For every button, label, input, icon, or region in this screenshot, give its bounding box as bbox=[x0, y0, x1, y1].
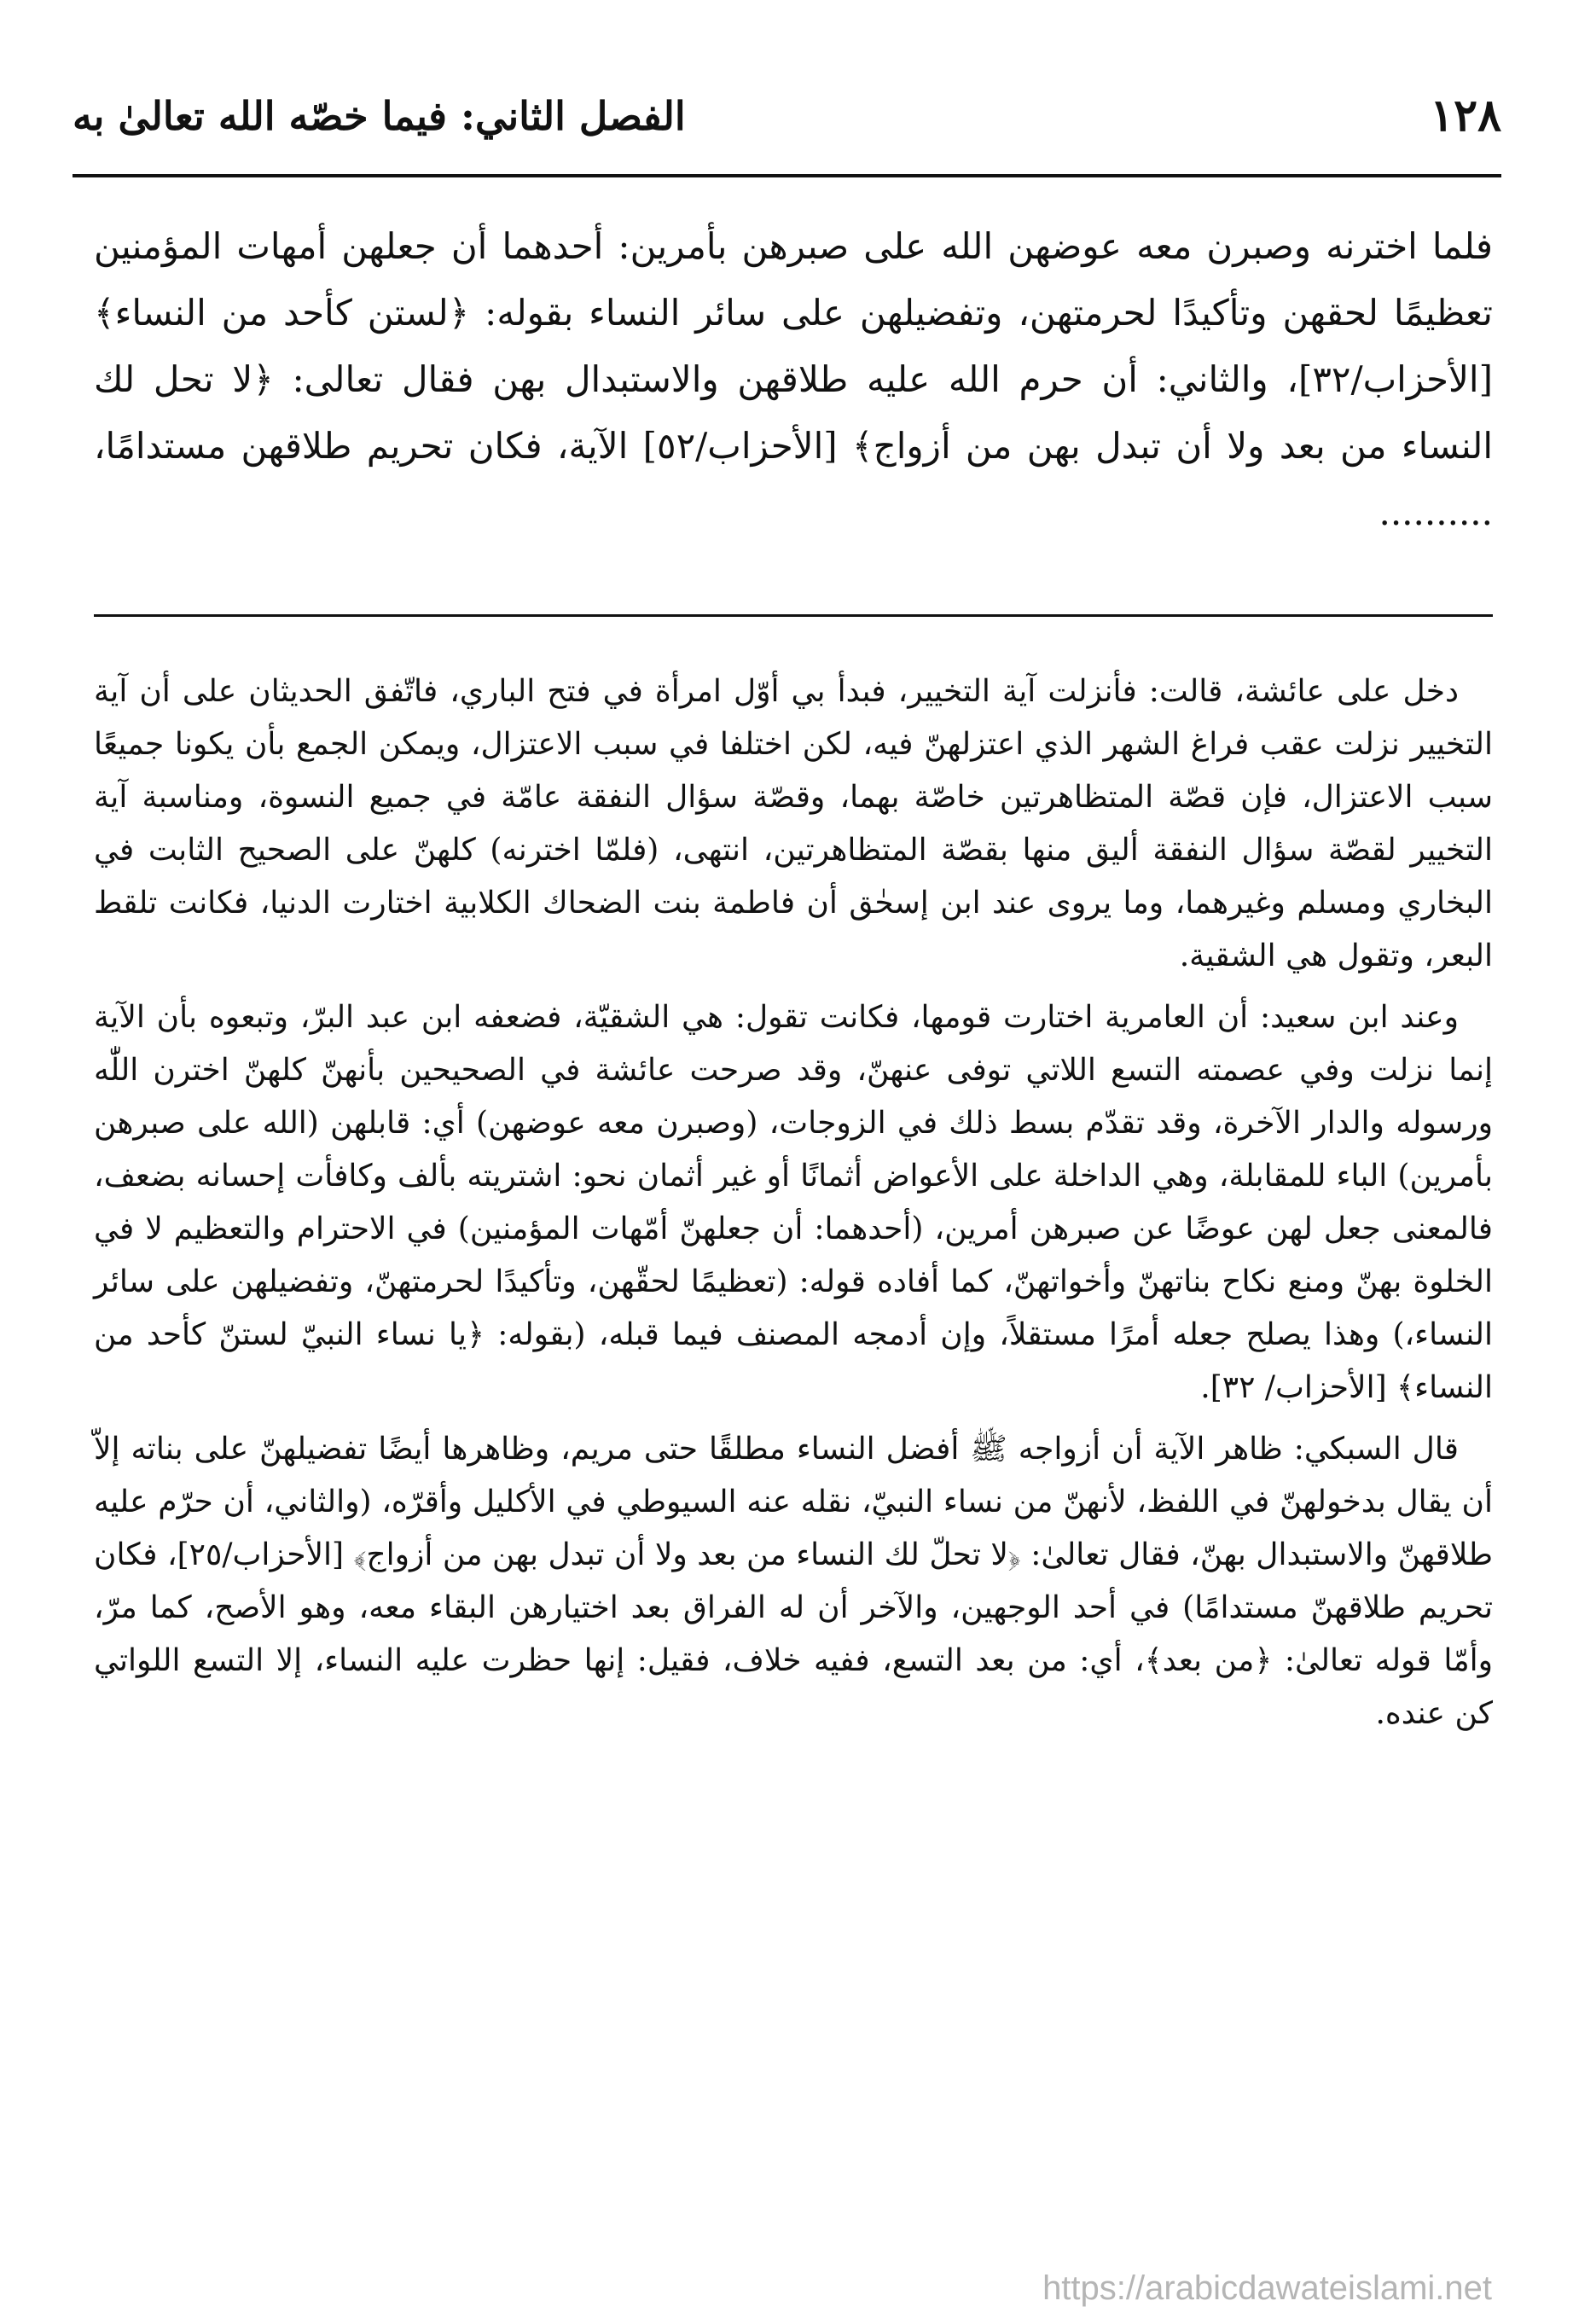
watermark-url: https://arabicdawateislami.net bbox=[1042, 2269, 1492, 2307]
main-text-paragraph: فلما اخترنه وصبرن معه عوضهن الله على صبرهن بأمرين: أحدهما أن جعلهن أمهات المؤمنين تعظيمًا لحقهن وتأكيدًا لحرمتهن، وتفضيلهن على سائر النساء بقوله: ﴿لستن كأحد من النساء﴾ [الأحزاب/٣٢]، والثاني: أن حرم الله عليه طلاقهن والاستبدال بهن فقال تعالى: ﴿لا تحل لك النساء من بعد ولا أن تبدل بهن من أزواج﴾ [الأحزاب/٥٢] الآية، فكان تحريم طلاقهن مستدامًا، .......... bbox=[94, 225, 1493, 533]
header-rule bbox=[73, 174, 1501, 177]
page-header bbox=[73, 90, 1501, 149]
running-title: الفصل الثاني: فيما خصّه الله تعالىٰ به bbox=[73, 93, 686, 139]
page-number: ١٢٨ bbox=[1430, 90, 1501, 142]
commentary-section bbox=[94, 665, 1493, 1749]
commentary-separator-rule bbox=[94, 614, 1493, 617]
commentary-paragraph-2: وعند ابن سعيد: أن العامرية اختارت قومها، فكانت تقول: هي الشقيّة، فضعفه ابن عبد البرّ، وتبعوه بأن الآية إنما نزلت وفي عصمته التسع اللاتي توفى عنهنّ، وقد صرحت عائشة في الصحيحين بأنهنّ كلهنّ اخترن اللّٰه ورسوله والدار الآخرة، وقد تقدّم بسط ذلك في الزوجات، (وصبرن معه عوضهن) أي: قابلهن (الله على صبرهن بأمرين) الباء للمقابلة، وهي الداخلة على الأعواض أثمانًا أو غير أثمان نحو: اشتريته بألف وكافأت إحسانه بضعف، فالمعنى جعل لهن عوضًا عن صبرهن أمرين، (أحدهما: أن جعلهنّ أمّهات المؤمنين) في الاحترام والتعظيم لا في الخلوة بهنّ ومنع نكاح بناتهنّ وأخواتهنّ، كما أفاده قوله: (تعظيمًا لحقّهن، وتأكيدًا لحرمتهنّ، وتفضيلهن على سائر النساء،) وهذا يصلح جعله أمرًا مستقلاً، وإن أدمجه المصنف فيما قبله، (بقوله: ﴿يا نساء النبيّ لستنّ كأحد من النساء﴾ [الأحزاب/ ٣٢]. bbox=[94, 1000, 1493, 1405]
commentary-paragraph-1: دخل على عائشة، قالت: فأنزلت آية التخيير، فبدأ بي أوّل امرأة في فتح الباري، فاتّفق الحديثان على أن آية التخيير نزلت عقب فراغ الشهر الذي اعتزلهنّ فيه، لكن اختلفا في سبب الاعتزال، ويمكن الجمع بأن يكونا جميعًا سبب الاعتزال، فإن قصّة المتظاهرتين خاصّة بهما، وقصّة سؤال النفقة عامّة في جميع النسوة، ومناسبة آية التخيير لقصّة سؤال النفقة أليق منها بقصّة المتظاهرتين، انتهى، (فلمّا اخترنه) كلهنّ على الصحيح الثابت في البخاري ومسلم وغيرهما، وما يروى عند ابن إسحٰق أن فاطمة بنت الضحاك الكلابية اختارت الدنيا، فكانت تلقط البعر، وتقول هي الشقية. bbox=[94, 674, 1494, 973]
commentary-paragraph-3: قال السبكي: ظاهر الآية أن أزواجه ﷺ أفضل النساء مطلقًا حتى مريم، وظاهرها أيضًا تفضيلهنّ على بناته إلاّ أن يقال بدخولهنّ في اللفظ، لأنهنّ من نساء النبيّ، نقله عنه السيوطي في الأكليل وأقرّه، (والثاني، أن حرّم عليه طلاقهنّ والاستبدال بهنّ، فقال تعالىٰ: ﴿لا تحلّ لك النساء من بعد ولا أن تبدل بهن من أزواج﴾ [الأحزاب/٢٥]، فكان تحريم طلاقهنّ مستدامًا) في أحد الوجهين، والآخر أن له الفراق بعد اختيارهن البقاء معه، وهو الأصح، كما مرّ، وأمّا قوله تعالىٰ: ﴿من بعد﴾، أي: من بعد التسع، ففيه خلاف، فقيل: إنها حظرت عليه النساء، إلا التسع اللواتي كن عنده. bbox=[94, 1432, 1493, 1731]
